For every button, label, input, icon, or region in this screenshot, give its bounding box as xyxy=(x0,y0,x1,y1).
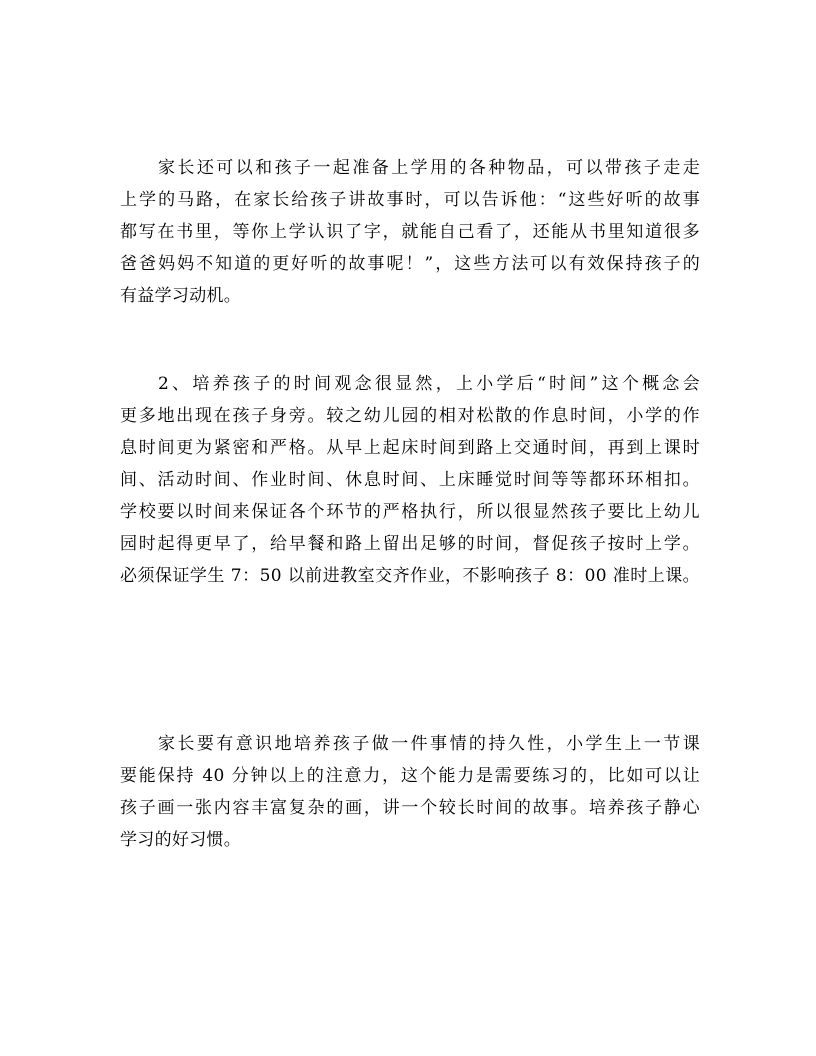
paragraph-attention-persistence xyxy=(120,728,700,856)
text-line: 孩子画一张内容丰富复杂的画，讲一个较长时间的故事。培养孩子静心 xyxy=(120,798,700,818)
text-line: 上学的马路，在家长给孩子讲故事时，可以告诉他：“这些好听的故事 xyxy=(120,190,700,210)
paragraph-school-preparation xyxy=(120,152,700,312)
text-line: 学习的好习惯。 xyxy=(120,830,242,850)
text-line: 2、培养孩子的时间观念很显然，上小学后“时间”这个概念会 xyxy=(158,374,700,394)
text-line: 有益学习动机。 xyxy=(120,286,242,306)
text-line: 园时起得更早了，给早餐和路上留出足够的时间，督促孩子按时上学。 xyxy=(120,534,700,554)
text-line: 间、活动时间、作业时间、休息时间、上床睡觉时间等等都环环相扣。 xyxy=(120,470,700,490)
text-line: 都写在书里，等你上学认识了字，就能自己看了，还能从书里知道很多 xyxy=(120,222,700,242)
text-line: 要能保持 40 分钟以上的注意力，这个能力是需要练习的，比如可以让 xyxy=(120,766,700,786)
text-line: 更多地出现在孩子身旁。较之幼儿园的相对松散的作息时间，小学的作 xyxy=(120,406,700,426)
paragraph-time-concept xyxy=(120,368,700,592)
text-line: 息时间更为紧密和严格。从早上起床时间到路上交通时间，再到上课时 xyxy=(120,438,700,458)
text-line: 必须保证学生 7：50 以前进教室交齐作业，不影响孩子 8：00 准时上课。 xyxy=(120,566,700,586)
text-line: 家长要有意识地培养孩子做一件事情的持久性，小学生上一节课 xyxy=(158,734,700,754)
text-line: 爸爸妈妈不知道的更好听的故事呢！”，这些方法可以有效保持孩子的 xyxy=(120,254,700,274)
text-line: 学校要以时间来保证各个环节的严格执行，所以很显然孩子要比上幼儿 xyxy=(120,502,700,522)
text-line: 家长还可以和孩子一起准备上学用的各种物品，可以带孩子走走 xyxy=(158,158,700,178)
